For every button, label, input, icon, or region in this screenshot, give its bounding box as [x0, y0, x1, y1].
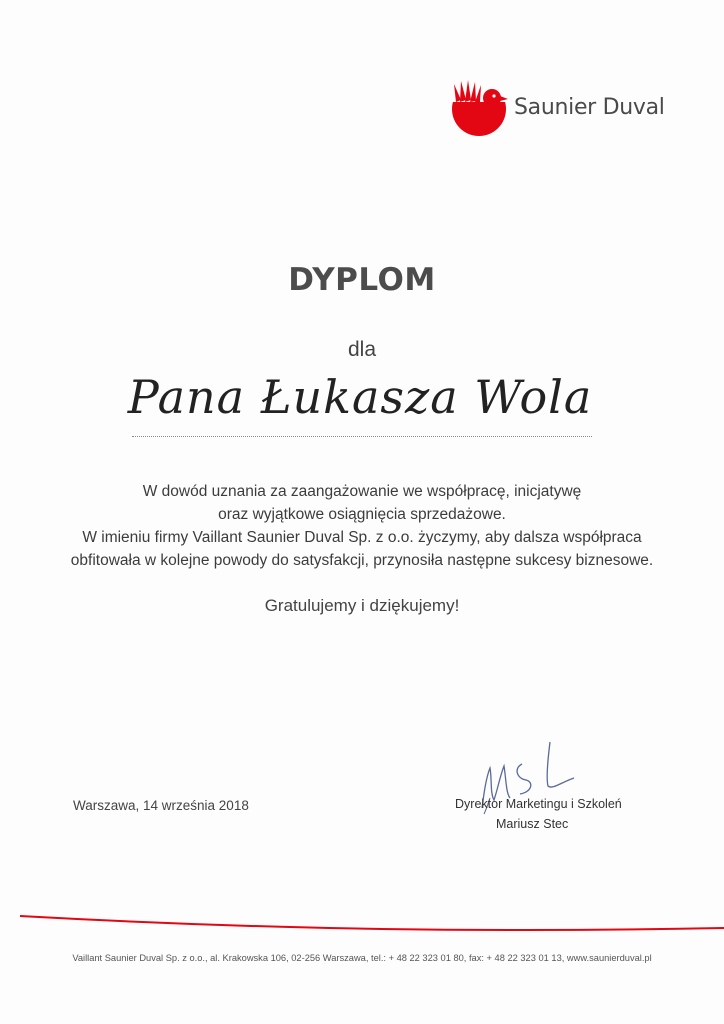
- place-date: Warszawa, 14 września 2018: [73, 798, 249, 813]
- red-decorative-curve: [0, 900, 724, 950]
- body-line: W imieniu firmy Vaillant Saunier Duval Sp. z o.o. życzymy, aby dalsza współpraca: [82, 529, 642, 546]
- company-logo: [448, 78, 665, 136]
- signatory-name: Mariusz Stec: [496, 817, 569, 831]
- body-line: obfitowała w kolejne powody do satysfakcji, przynosiła następne sukcesy biznesowe.: [70, 552, 654, 569]
- body-text: [40, 480, 684, 572]
- logo-text: Saunier Duval: [514, 94, 665, 120]
- dotted-line: [132, 436, 592, 437]
- for-word: dla: [347, 338, 377, 361]
- body-line: oraz wyjątkowe osiągnięcia sprzedażowe.: [218, 506, 506, 523]
- signatory-title: Dyrektor Marketingu i Szkoleń: [455, 797, 622, 811]
- recipient-name: Pana Łukasza Wola: [127, 370, 593, 424]
- company-footer: Vaillant Saunier Duval Sp. z o.o., al. Krakowska 106, 02-256 Warszawa, tel.: + 48 22 323 01 80, fax: + 48 22 323 01 13, www.saunierduval.pl: [72, 953, 652, 963]
- body-line: W dowód uznania za zaangażowanie we współpracę, inicjatywę: [142, 483, 582, 500]
- bird-logo-icon: [448, 78, 510, 136]
- thanks-line: Gratulujemy i dziękujemy!: [264, 596, 460, 615]
- document-title: DYPLOM: [288, 262, 436, 298]
